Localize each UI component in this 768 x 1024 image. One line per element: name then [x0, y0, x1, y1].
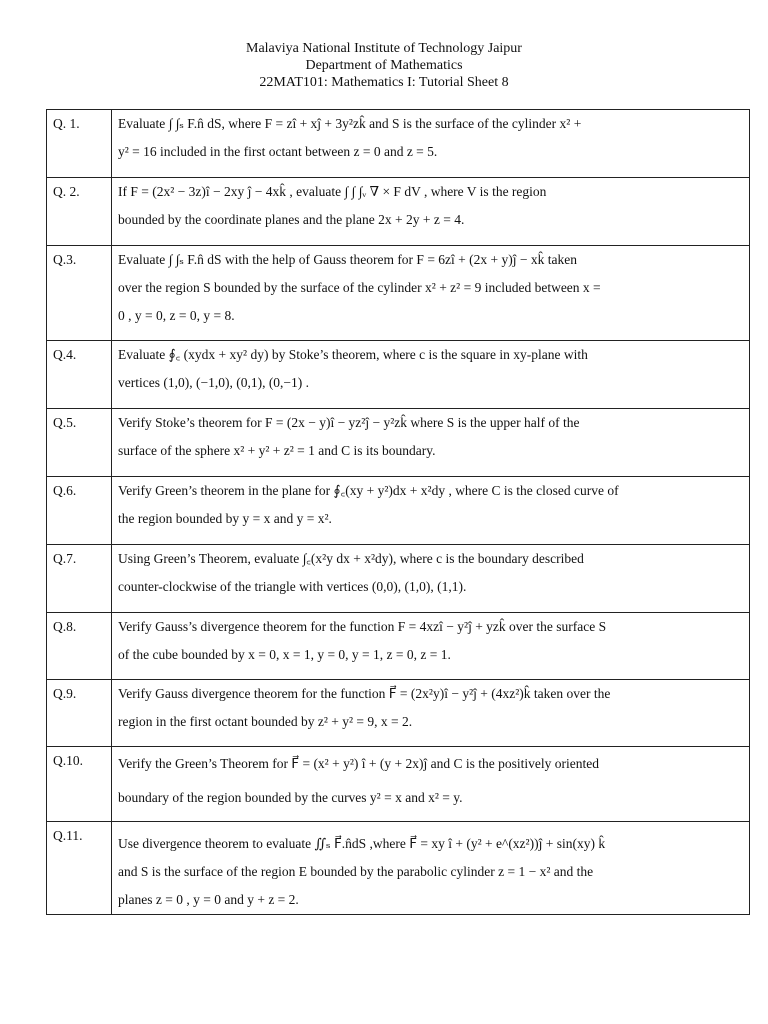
question-text — [112, 341, 750, 409]
question-number: Q.5. — [47, 409, 112, 477]
question-line: region in the first octant bounded by z² + y² = 9, x = 2. — [118, 714, 413, 729]
question-line: Evaluate ∫ ∫ₛ F.n̂ dS with the help of Gauss theorem for F = 6zî + (2x + y)ĵ − xk̂ taken — [118, 252, 577, 267]
question-line: Using Green’s Theorem, evaluate ∫꜀(x²y dx + x²dy), where c is the boundary described — [118, 551, 584, 566]
course-title: 22MAT101: Mathematics I: Tutorial Sheet 8 — [259, 75, 509, 90]
question-row — [47, 409, 750, 477]
question-line: 0 , y = 0, z = 0, y = 8. — [118, 308, 235, 323]
question-line: and S is the surface of the region E bounded by the parabolic cylinder z = 1 − x² and the — [118, 864, 594, 879]
question-line: surface of the sphere x² + y² + z² = 1 and C is its boundary. — [118, 443, 436, 458]
question-line: bounded by the coordinate planes and the plane 2x + 2y + z = 4. — [118, 212, 465, 227]
question-number: Q.4. — [47, 341, 112, 409]
question-line: y² = 16 included in the first octant between z = 0 and z = 5. — [118, 144, 438, 159]
question-number: Q.10. — [47, 747, 112, 822]
question-text — [112, 613, 750, 680]
question-number: Q.7. — [47, 545, 112, 613]
question-number: Q.11. — [47, 822, 112, 915]
institute-name: Malaviya National Institute of Technology Jaipur — [246, 41, 522, 56]
question-line: the region bounded by y = x and y = x². — [118, 511, 332, 526]
question-line: Verify the Green’s Theorem for F⃗ = (x² + y²) î + (y + 2x)ĵ and C is the positively oriented — [118, 756, 599, 771]
questions-body — [47, 110, 750, 915]
question-text — [112, 409, 750, 477]
question-line: counter-clockwise of the triangle with vertices (0,0), (1,0), (1,1). — [118, 579, 467, 594]
question-row — [47, 178, 750, 246]
question-row — [47, 341, 750, 409]
question-line: planes z = 0 , y = 0 and y + z = 2. — [118, 892, 299, 907]
question-line: Evaluate ∮꜀ (xydx + xy² dy) by Stoke’s theorem, where c is the square in xy-plane with — [118, 347, 588, 362]
question-row — [47, 613, 750, 680]
question-number: Q.3. — [47, 246, 112, 341]
question-line: Verify Gauss’s divergence theorem for the function F = 4xzî − y²ĵ + yzk̂ over the surface S — [118, 619, 607, 634]
question-line: Verify Green’s theorem in the plane for ∮꜀(xy + y²)dx + x²dy , where C is the closed curve of — [118, 483, 619, 498]
question-line: Use divergence theorem to evaluate ∬ₛ F⃗.n̂dS ,where F⃗ = xy î + (y² + e^(xz²))ĵ + sin(xy) k̂ — [118, 836, 606, 851]
page-header — [0, 40, 768, 91]
question-line: over the region S bounded by the surface of the cylinder x² + z² = 9 included between x = — [118, 280, 601, 295]
question-line: boundary of the region bounded by the curves y² = x and x² = y. — [118, 790, 463, 805]
question-line: Verify Stoke’s theorem for F = (2x − y)î − yz²ĵ − y²zk̂ where S is the upper half of the — [118, 415, 580, 430]
question-line: If F = (2x² − 3z)î − 2xy ĵ − 4xk̂ , evaluate ∫ ∫ ∫ᵥ ∇ × F dV , where V is the region — [118, 184, 547, 199]
question-text — [112, 477, 750, 545]
question-row — [47, 545, 750, 613]
department-name: Department of Mathematics — [305, 58, 463, 73]
question-line: Evaluate ∫ ∫ₛ F.n̂ dS, where F = zî + xĵ + 3y²zk̂ and S is the surface of the cylinder x² + — [118, 116, 582, 131]
question-row — [47, 747, 750, 822]
question-row — [47, 822, 750, 915]
question-row — [47, 246, 750, 341]
question-line: vertices (1,0), (−1,0), (0,1), (0,−1) . — [118, 375, 310, 390]
question-line: of the cube bounded by x = 0, x = 1, y = 0, y = 1, z = 0, z = 1. — [118, 647, 451, 662]
question-text — [112, 747, 750, 822]
question-line: Verify Gauss divergence theorem for the function F⃗ = (2x²y)î − y²ĵ + (4xz²)k̂ taken over the — [118, 686, 611, 701]
question-row — [47, 110, 750, 178]
question-number: Q. 2. — [47, 178, 112, 246]
question-text — [112, 822, 750, 915]
question-number: Q.6. — [47, 477, 112, 545]
questions-table — [46, 109, 750, 915]
question-number: Q. 1. — [47, 110, 112, 178]
question-text — [112, 246, 750, 341]
question-number: Q.9. — [47, 680, 112, 747]
question-text — [112, 545, 750, 613]
question-text — [112, 178, 750, 246]
question-text — [112, 680, 750, 747]
question-text — [112, 110, 750, 178]
question-row — [47, 680, 750, 747]
question-row — [47, 477, 750, 545]
question-number: Q.8. — [47, 613, 112, 680]
